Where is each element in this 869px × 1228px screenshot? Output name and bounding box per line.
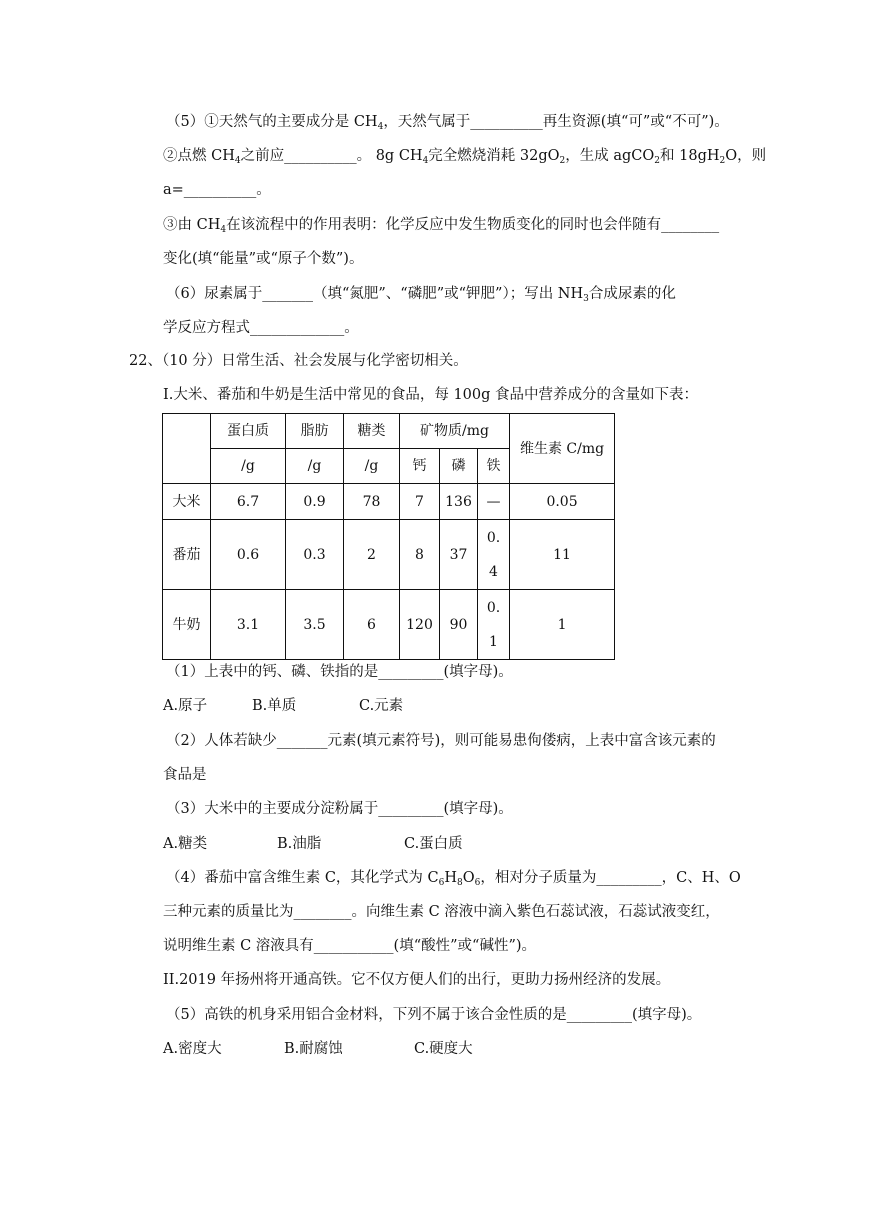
cell-calcium: 7 bbox=[400, 484, 440, 520]
cell-fat: 3.5 bbox=[286, 590, 344, 660]
q22-sub3: （3）大米中的主要成分淀粉属于_________(填字母)。 bbox=[166, 801, 513, 817]
option-c: C.元素 bbox=[359, 698, 404, 714]
q22-sub5: （5）高铁的机身采用铝合金材料，下列不属于该合金性质的是_________(填字母)。 bbox=[166, 1007, 702, 1023]
q22-header: 22、（10 分）日常生活、社会发展与化学密切相关。 bbox=[129, 353, 468, 369]
q22-sub1: （1）上表中的钙、磷、铁指的是_________(填字母)。 bbox=[166, 664, 513, 680]
q21-part5-line4: ③由 $CH_4$在该流程中的作用表明：化学反应中发生物质变化的同时也会伴随有________ bbox=[163, 217, 720, 235]
header-mineral: 矿物质/mg bbox=[400, 414, 510, 449]
option-b: B.耐腐蚀 bbox=[284, 1041, 343, 1057]
option-a: A.糖类 bbox=[163, 836, 208, 852]
header-iron: 铁 bbox=[478, 449, 510, 484]
cell-fat: 0.9 bbox=[286, 484, 344, 520]
cell-calcium: 8 bbox=[400, 520, 440, 590]
q22-sub2-line2: 食品是 bbox=[163, 767, 207, 783]
q21-part5-line1: （5）①天然气的主要成分是 $CH_4$，天然气属于__________再生资源(填“可”或“不可”)。 bbox=[166, 114, 729, 132]
cell-phosphorus: 37 bbox=[440, 520, 478, 590]
header-calcium: 钙 bbox=[400, 449, 440, 484]
cell-vitamin-c: 0.05 bbox=[510, 484, 615, 520]
q21-part5-line2: ②点燃 $CH_4$之前应__________。 8g $CH_4$完全燃烧消耗 $32gO_2$，生成 agCO$_2$和 $18gH_2O$，则 bbox=[163, 148, 767, 166]
option-a: A.密度大 bbox=[163, 1041, 222, 1057]
header-fat: 脂肪 bbox=[286, 414, 344, 449]
row-name: 番茄 bbox=[163, 520, 211, 590]
nutrition-table bbox=[162, 413, 615, 660]
table-row bbox=[163, 520, 615, 590]
q22-sub4-line2: 三种元素的质量比为________。向维生素 C 溶液中滴入紫色石蕊试液，石蕊试液变红， bbox=[163, 904, 720, 920]
option-a: A.原子 bbox=[163, 698, 208, 714]
option-c: C.蛋白质 bbox=[404, 836, 463, 852]
q21-part6-line1: （6）尿素属于_______（填“氮肥”、“磷肥”或“钾肥”）；写出 $NH_3$合成尿素的化 bbox=[166, 286, 676, 304]
header-phosphorus: 磷 bbox=[440, 449, 478, 484]
q22-part1-intro: I.大米、番茄和牛奶是生活中常见的食品，每 100g 食品中营养成分的含量如下表： bbox=[163, 387, 699, 403]
option-b: B.单质 bbox=[252, 698, 297, 714]
row-name: 大米 bbox=[163, 484, 211, 520]
header-sugar: 糖类 bbox=[344, 414, 400, 449]
table-row bbox=[163, 484, 615, 520]
cell-protein: 3.1 bbox=[211, 590, 286, 660]
header-fat-unit: /g bbox=[286, 449, 344, 484]
cell-vitamin-c: 1 bbox=[510, 590, 615, 660]
q21-part5-line3: a=__________。 bbox=[163, 182, 271, 198]
cell-sugar: 78 bbox=[344, 484, 400, 520]
option-c: C.硬度大 bbox=[414, 1041, 473, 1057]
q22-sub4-line3: 说明维生素 C 溶液具有___________(填“酸性”或“碱性”)。 bbox=[163, 938, 537, 954]
table-row bbox=[163, 590, 615, 660]
header-protein: 蛋白质 bbox=[211, 414, 286, 449]
cell-phosphorus: 90 bbox=[440, 590, 478, 660]
cell-iron: 0. 1 bbox=[478, 590, 510, 660]
option-b: B.油脂 bbox=[277, 836, 322, 852]
cell-calcium: 120 bbox=[400, 590, 440, 660]
table-corner-cell bbox=[163, 414, 211, 484]
q22-sub2-line1: （2）人体若缺少_______元素(填元素符号)，则可能易患佝偻病，上表中富含该元素的 bbox=[166, 733, 716, 749]
header-vitamin-c: 维生素 C/mg bbox=[510, 414, 615, 484]
q22-part2-intro: II.2019 年扬州将开通高铁。它不仅方便人们的出行，更助力扬州经济的发展。 bbox=[163, 972, 671, 988]
cell-vitamin-c: 11 bbox=[510, 520, 615, 590]
table-header-row bbox=[163, 414, 615, 449]
q21-part5-line5: 变化(填“能量”或“原子个数”)。 bbox=[163, 251, 364, 267]
header-protein-unit: /g bbox=[211, 449, 286, 484]
cell-sugar: 2 bbox=[344, 520, 400, 590]
q21-part6-line2: 学反应方程式_____________。 bbox=[163, 320, 359, 336]
cell-protein: 0.6 bbox=[211, 520, 286, 590]
cell-iron: — bbox=[478, 484, 510, 520]
cell-protein: 6.7 bbox=[211, 484, 286, 520]
cell-phosphorus: 136 bbox=[440, 484, 478, 520]
q22-sub4-line1: （4）番茄中富含维生素 C，其化学式为 $C_6H_8O_6$，相对分子质量为_________，C、H、O bbox=[166, 870, 741, 888]
cell-fat: 0.3 bbox=[286, 520, 344, 590]
cell-sugar: 6 bbox=[344, 590, 400, 660]
row-name: 牛奶 bbox=[163, 590, 211, 660]
header-sugar-unit: /g bbox=[344, 449, 400, 484]
cell-iron: 0. 4 bbox=[478, 520, 510, 590]
